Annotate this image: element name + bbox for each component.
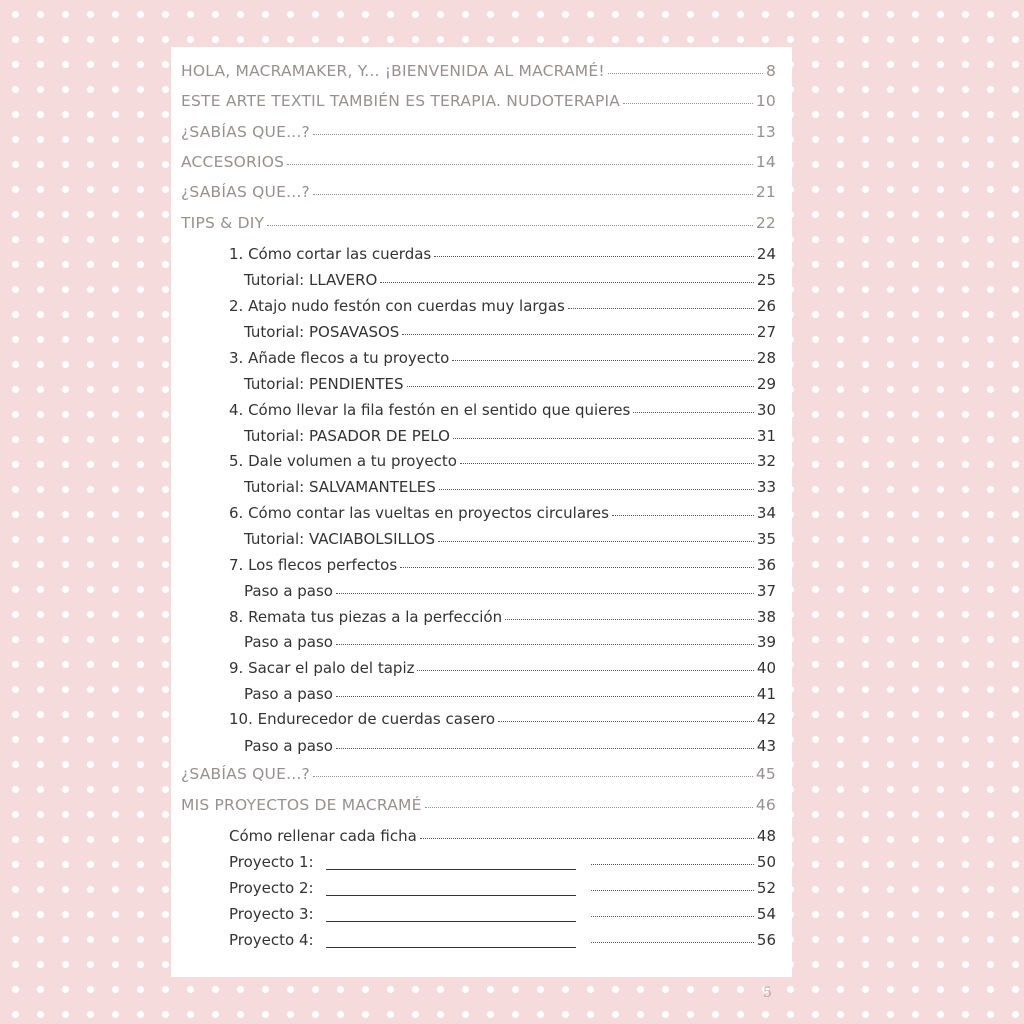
dot-leader (439, 488, 754, 490)
dot-leader (591, 889, 754, 891)
toc-entry-page: 35 (756, 530, 776, 548)
toc-entry[interactable] (181, 62, 776, 80)
toc-entry-page: 36 (756, 556, 776, 574)
toc-entry-page: 34 (756, 504, 776, 522)
toc-entry-title: MIS PROYECTOS DE MACRAMÉ (181, 796, 422, 814)
toc-entry-title: ESTE ARTE TEXTIL TAMBIÉN ES TERAPIA. NUDOTERAPIA (181, 92, 621, 110)
toc-entry-title: 3. Añade flecos a tu proyecto (229, 349, 450, 367)
toc-entry-title: Tutorial: PENDIENTES (244, 375, 404, 393)
dot-leader (505, 618, 754, 620)
dot-leader (400, 566, 754, 568)
dot-leader (498, 720, 754, 722)
project-name-line (326, 946, 576, 948)
toc-entry[interactable] (244, 737, 776, 755)
toc-entry[interactable] (229, 827, 776, 845)
dot-leader (612, 514, 754, 516)
dot-leader (407, 385, 754, 387)
dot-leader (313, 775, 753, 777)
toc-entry-title: ¿SABÍAS QUE...? (181, 765, 310, 783)
dot-leader (336, 695, 754, 697)
project-entry[interactable] (229, 879, 776, 897)
toc-entry[interactable] (181, 123, 776, 141)
toc-entry-page: 32 (756, 452, 776, 470)
toc-entry-title: 2. Atajo nudo festón con cuerdas muy largas (229, 297, 565, 315)
dot-leader (267, 224, 753, 226)
toc-entry-title: Tutorial: VACIABOLSILLOS (244, 530, 436, 548)
toc-entry-title: HOLA, MACRAMAKER, Y... ¡BIENVENIDA AL MACRAMÉ! (181, 62, 605, 80)
dot-leader (608, 72, 763, 74)
toc-entry[interactable] (229, 710, 776, 728)
toc-entry-title: Cómo rellenar cada ficha (229, 827, 417, 845)
dot-leader (623, 102, 753, 104)
toc-entry-title: 5. Dale volumen a tu proyecto (229, 452, 457, 470)
toc-entry-page: 22 (755, 214, 776, 232)
toc-entry-page: 25 (756, 271, 776, 289)
dot-leader (568, 307, 754, 309)
toc-entry-page: 21 (755, 183, 776, 201)
project-label: Proyecto 1: (229, 853, 314, 871)
toc-entry[interactable] (181, 796, 776, 814)
project-label: Proyecto 3: (229, 905, 314, 923)
toc-entry-title: Tutorial: LLAVERO (244, 271, 378, 289)
project-label: Proyecto 2: (229, 879, 314, 897)
project-name-line (326, 920, 576, 922)
dot-leader (336, 643, 754, 645)
toc-entry-page: 28 (756, 349, 776, 367)
toc-entry-page: 48 (756, 827, 776, 845)
dot-leader (313, 193, 753, 195)
toc-entry-page: 33 (756, 478, 776, 496)
toc-entry-title: Paso a paso (244, 582, 333, 600)
toc-entry-page: 27 (756, 323, 776, 341)
toc-entry[interactable] (229, 556, 776, 574)
toc-entry-page: 38 (756, 608, 776, 626)
toc-entry[interactable] (229, 297, 776, 315)
toc-entry[interactable] (244, 375, 776, 393)
toc-entry[interactable] (181, 153, 776, 171)
dot-leader (380, 281, 754, 283)
project-page: 50 (756, 853, 776, 871)
toc-entry-title: Tutorial: PASADOR DE PELO (244, 427, 450, 445)
toc-entry-title: 7. Los flecos perfectos (229, 556, 398, 574)
toc-entry-title: 9. Sacar el palo del tapiz (229, 659, 415, 677)
table-of-contents (171, 47, 792, 977)
project-label: Proyecto 4: (229, 931, 314, 949)
toc-page (171, 47, 792, 977)
toc-entry[interactable] (229, 401, 776, 419)
toc-entry-page: 29 (756, 375, 776, 393)
toc-entry-title: Paso a paso (244, 633, 333, 651)
toc-entry-page: 42 (756, 710, 776, 728)
toc-entry-title: ¿SABÍAS QUE...? (181, 183, 310, 201)
toc-entry-title: ¿SABÍAS QUE...? (181, 123, 310, 141)
toc-entry-title: Paso a paso (244, 685, 333, 703)
toc-entry-title: Tutorial: SALVAMANTELES (244, 478, 436, 496)
toc-entry[interactable] (229, 659, 776, 677)
dot-leader (438, 540, 754, 542)
project-entry[interactable] (229, 905, 776, 923)
toc-entry-page: 24 (756, 245, 776, 263)
toc-entry[interactable] (229, 349, 776, 367)
toc-entry-title: 6. Cómo contar las vueltas en proyectos circulares (229, 504, 609, 522)
dot-leader (402, 333, 754, 335)
toc-entry-page: 46 (755, 796, 776, 814)
toc-entry[interactable] (181, 183, 776, 201)
dot-leader (460, 462, 754, 464)
project-entry[interactable] (229, 853, 776, 871)
toc-entry-title: Paso a paso (244, 737, 333, 755)
dot-leader (336, 747, 754, 749)
toc-entry[interactable] (244, 633, 776, 651)
toc-entry[interactable] (244, 323, 776, 341)
toc-entry[interactable] (229, 504, 776, 522)
project-name-line (326, 868, 576, 870)
toc-entry-page: 31 (756, 427, 776, 445)
dot-leader (287, 163, 753, 165)
toc-entry[interactable] (244, 271, 776, 289)
project-page: 56 (756, 931, 776, 949)
toc-entry[interactable] (229, 608, 776, 626)
project-page: 52 (756, 879, 776, 897)
project-name-line (326, 894, 576, 896)
toc-entry[interactable] (244, 427, 776, 445)
toc-entry[interactable] (181, 92, 776, 110)
page-number: 5 (763, 985, 772, 1001)
toc-entry-title: 8. Remata tus piezas a la perfección (229, 608, 503, 626)
toc-entry-page: 43 (756, 737, 776, 755)
toc-entry-title: TIPS & DIY (181, 214, 265, 232)
dot-leader (417, 669, 753, 671)
dot-leader (633, 411, 754, 413)
toc-entry-page: 26 (756, 297, 776, 315)
dot-leader (453, 437, 754, 439)
dot-leader (591, 863, 754, 865)
dot-leader (591, 915, 754, 917)
toc-entry-page: 39 (756, 633, 776, 651)
toc-entry[interactable] (244, 582, 776, 600)
toc-entry-page: 41 (756, 685, 776, 703)
dot-leader (420, 837, 754, 839)
toc-entry-page: 45 (755, 765, 776, 783)
dot-leader (425, 806, 753, 808)
toc-entry-title: 4. Cómo llevar la fila festón en el sentido que quieres (229, 401, 631, 419)
toc-entry[interactable] (229, 245, 776, 263)
toc-entry[interactable] (181, 765, 776, 783)
toc-entry-page: 40 (756, 659, 776, 677)
dot-leader (591, 941, 754, 943)
toc-entry-page: 8 (765, 62, 776, 80)
toc-entry-page: 14 (755, 153, 776, 171)
toc-entry[interactable] (244, 530, 776, 548)
dot-leader (313, 133, 753, 135)
project-entry[interactable] (229, 931, 776, 949)
toc-entry[interactable] (244, 478, 776, 496)
toc-entry-page: 13 (755, 123, 776, 141)
toc-entry-page: 37 (756, 582, 776, 600)
toc-entry[interactable] (229, 452, 776, 470)
project-page: 54 (756, 905, 776, 923)
toc-entry-title: Tutorial: POSAVASOS (244, 323, 400, 341)
dot-leader (336, 592, 754, 594)
toc-entry-title: ACCESORIOS (181, 153, 285, 171)
toc-entry-page: 30 (756, 401, 776, 419)
dot-leader (434, 255, 754, 257)
dot-leader (452, 359, 754, 361)
toc-entry[interactable] (244, 685, 776, 703)
toc-entry-title: 10. Endurecedor de cuerdas casero (229, 710, 496, 728)
toc-entry[interactable] (181, 214, 776, 232)
toc-entry-page: 10 (755, 92, 776, 110)
toc-entry-title: 1. Cómo cortar las cuerdas (229, 245, 432, 263)
